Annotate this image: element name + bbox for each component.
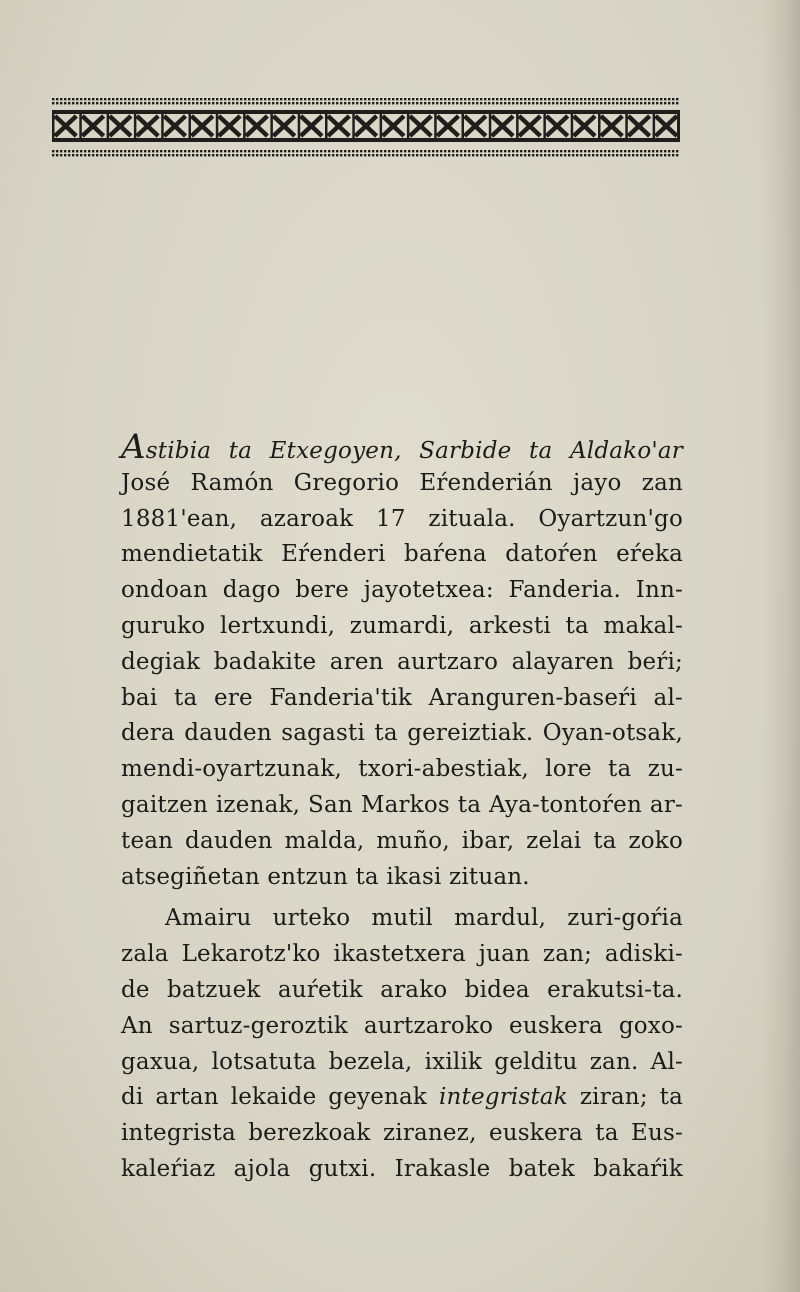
- page-edge-shadow: [762, 0, 800, 1292]
- opening-italic: stibia ta Etxegoyen, Sarbide ta Aldako'ar: [145, 438, 683, 464]
- italic-word: integristak: [438, 1084, 568, 1111]
- text-fragment: ziran; ta: [567, 1084, 683, 1111]
- decorative-border: [52, 96, 680, 158]
- text-fragment: di artan lekaide geyenak: [121, 1084, 439, 1111]
- text-line: gaitzen izenak, San Markos ta Aya-tontoŕen ar-: [121, 791, 683, 818]
- text-line: integrista berezkoak ziranez, euskera ta Eus-: [121, 1120, 683, 1147]
- text-line: mendi-oyartzunak, txori-abestiak, lore ta zu-: [121, 756, 683, 783]
- text-line: [121, 427, 683, 467]
- text-line: mendietatik Eŕenderi baŕena datoŕen eŕeka: [121, 541, 683, 568]
- text-line: atsegiñetan entzun ta ikasi zituan.: [121, 863, 530, 890]
- text-line: ondoan dago bere jayotetxea: Fanderia. Inn-: [121, 577, 683, 604]
- text-line: de batzuek auŕetik arako bidea erakutsi-ta.: [121, 976, 683, 1003]
- text-line: kaleŕiaz ajola gutxi. Irakasle batek bakaŕik: [121, 1155, 683, 1182]
- body-text: [121, 427, 683, 1188]
- text-line: 1881'ean, azaroak 17 zituala. Oyartzun'go: [121, 505, 683, 532]
- text-line: An sartuz-geroztik aurtzaroko euskera goxo-: [121, 1012, 683, 1039]
- text-line: degiak badakite aren aurtzaro alayaren beŕi;: [121, 648, 683, 675]
- text-line: dera dauden sagasti ta gereiztiak. Oyan-otsak,: [121, 720, 683, 747]
- text-line: guruko lertxundi, zumardi, arkesti ta makal-: [121, 612, 683, 639]
- text-line: bai ta ere Fanderia'tik Aranguren-baseŕi al-: [121, 684, 683, 711]
- text-line: gaxua, lotsatuta bezela, ixilik gelditu zan. Al-: [121, 1048, 683, 1075]
- text-line: José Ramón Gregorio Eŕenderián jayo zan: [121, 469, 683, 496]
- drop-cap: A: [121, 427, 146, 467]
- text-line: Amairu urteko mutil mardul, zuri-goŕia: [165, 905, 683, 932]
- text-line: tean dauden malda, muño, ibar, zelai ta zoko: [121, 827, 683, 854]
- text-line: [121, 1080, 683, 1116]
- text-line: zala Lekarotz'ko ikastetxera juan zan; adiski-: [121, 941, 683, 968]
